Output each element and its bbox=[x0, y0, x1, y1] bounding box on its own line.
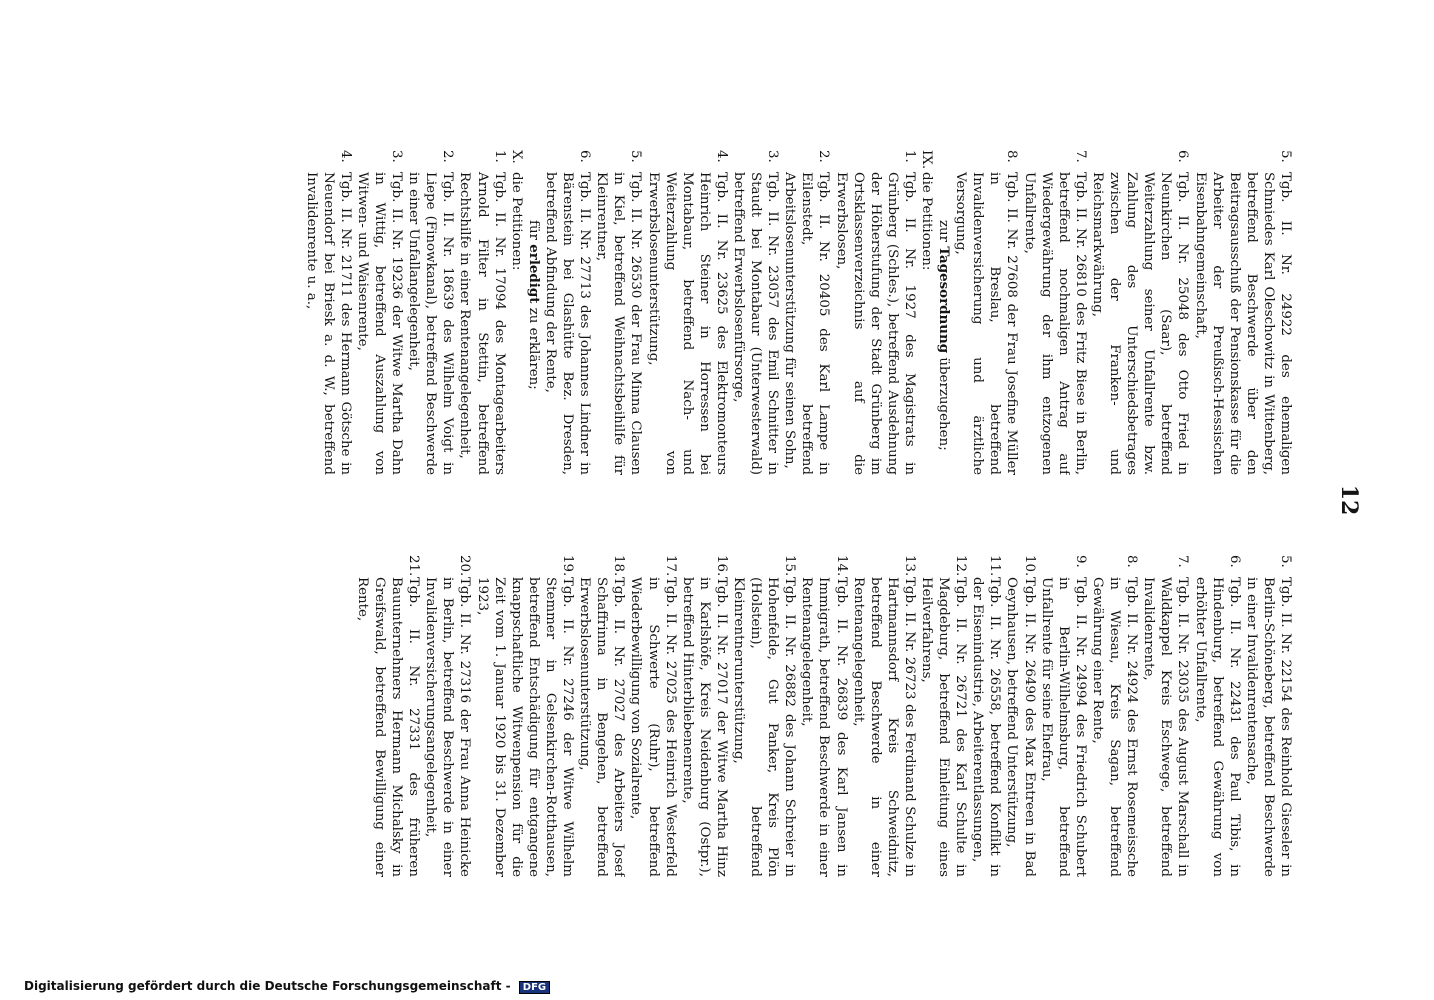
section-x bbox=[508, 150, 525, 475]
petition-entry bbox=[644, 150, 729, 475]
entry-text: Tgb. II. Nr. 27246 der Witwe Wilhelm Stemmer in Gelsenkirchen-Rotthausen, betreffend Entschädigung für entgangene knappschaftliche Witwenpension für die Zeit vom 1. Januar 1920 bis 31. Dezember 1923, bbox=[474, 577, 576, 877]
entry-number: 1. bbox=[901, 150, 917, 163]
petition-entry bbox=[542, 150, 593, 475]
right-column bbox=[34, 555, 1294, 877]
entry-number: 5. bbox=[628, 150, 644, 163]
entry-text: Tgb. II. Nr. 1927 des Magistrats in Grünberg (Schles.), betreffend Ausdehnung der Höherstufung der Stadt Grünberg im Ortsklassenverzeichnis auf die Erwerbslosen, bbox=[833, 172, 917, 475]
entry-text: Tgb. II. Nr. 27017 der Witwe Martha Hinz in Karlshöfe, Kreis Neidenburg (Ostpr.), betreffend Hinterbliebenenrente, bbox=[679, 577, 729, 877]
entry-text: Tgb. II. Nr. 20405 des Karl Lampe in Eilenstedt, betreffend Arbeitslosenunterstützung für seinen Sohn, bbox=[782, 172, 832, 475]
petition-entry bbox=[850, 555, 918, 877]
petition-entry bbox=[593, 150, 644, 475]
petition-entry bbox=[1191, 555, 1242, 877]
petition-entry bbox=[918, 555, 969, 877]
entry-text: Tgb. II. Nr. 23035 des August Marschall in Waldkappel Kreis Eschwege, betreffend Invalidenrente, bbox=[1141, 577, 1191, 877]
entry-text: Tgb. II. Nr. 19236 der Witwe Martha Dahn in Wittig, betreffend Auszahlung von Witwen- und Waisenrente, bbox=[354, 172, 405, 475]
section-heading: die Petitionen: bbox=[919, 172, 935, 271]
petition-entry bbox=[354, 555, 422, 877]
entry-number: 2. bbox=[440, 150, 456, 163]
entry-text: Tgb. II. Nr. 24924 des Ernst Rosemeissche in Wiesau, Kreis Sagan, betreffend Gewährung einer Rente, bbox=[1089, 577, 1140, 877]
petition-entry bbox=[969, 555, 1003, 877]
entry-text: Tgb. II. Nr. 25048 des Otto Fried in Neunkirchen (Saar), betreffend Weiterzahlung seiner Unfallrente bzw. Zahlung des Unterschiedsbetrages zwischen der Franken- und Reichsmarkwährung, bbox=[1089, 172, 1191, 475]
petition-entry bbox=[1003, 555, 1037, 877]
entry-text: Tgb. II. Nr. 27331 des früheren Bauunternehmers Hermann Michalsky in Greifswald, betreffend Bewilligung einer Rente, bbox=[354, 577, 422, 877]
dfg-logo: DFG bbox=[519, 981, 550, 994]
petition-entry bbox=[456, 150, 507, 475]
entry-number: 10. bbox=[1021, 555, 1037, 577]
section-number: X. bbox=[508, 150, 524, 164]
entry-text: Tgb. II. Nr. 27713 des Johannes Lindner in Bärenstein bei Glashütte Bez. Dresden, betreffend Abfindung der Rente, bbox=[542, 172, 593, 475]
entry-text: Tgb. II. Nr. 27025 des Heinrich Westerfeld in Schwerte (Ruhr), betreffend Wiederbewilligung von Sozialrente, bbox=[628, 577, 678, 877]
entry-text: Tgb. II. Nr. 26839 des Karl Jansen in Immigrath, betreffend Beschwerde in einer Rentenangelegenheit, bbox=[799, 577, 849, 877]
section-heading: die Petitionen: bbox=[508, 172, 524, 271]
entry-number: 15. bbox=[782, 555, 798, 577]
entry-number: 21. bbox=[406, 555, 422, 577]
entry-text: Tgb. II. Nr. 23057 des Emil Schnitter in Staudt bei Montabaur (Unterwesterwald) betreffend Erwerbslosenfürsorge, bbox=[731, 172, 781, 475]
entry-text: Tgb. II. Nr. 26723 des Ferdinand Schulze in Hartmannsdorf Kreis Schweidnitz, betreffend Beschwerde in einer Rentenangelegenheit, bbox=[850, 577, 917, 877]
petition-entry bbox=[576, 555, 627, 877]
instruction-post: zu erklären; bbox=[525, 307, 541, 390]
petition-entry bbox=[474, 555, 577, 877]
petition-entry bbox=[1191, 150, 1294, 475]
entry-text: Tgb. II. Nr. 18639 des Wilhelm Voigt in Liepe (Finowkanal), betreffend Beschwerde in einer Unfallangelegenheit, bbox=[406, 172, 456, 475]
section-number: IX. bbox=[919, 150, 935, 170]
entry-text: Tgb. II. Nr. 23625 des Elektromonteurs Heinrich Steiner in Horressen bei Montabaur, betreffend Nach- und Weiterzahlung von Erwerbslosenunterstützung, bbox=[645, 172, 729, 475]
petition-entry bbox=[679, 555, 730, 877]
petition-entry bbox=[952, 150, 1020, 475]
entry-number: 12. bbox=[953, 555, 969, 577]
entry-number: 8. bbox=[1124, 555, 1140, 568]
petition-entry bbox=[1089, 150, 1192, 475]
entry-number: 5. bbox=[1278, 150, 1293, 163]
entry-number: 7. bbox=[1072, 150, 1088, 163]
petition-entry bbox=[303, 150, 354, 475]
instruction-keyword: erledigt bbox=[525, 244, 542, 304]
entry-number: 20. bbox=[457, 555, 473, 577]
instruction-pre: zur bbox=[936, 220, 952, 243]
petition-entry bbox=[354, 150, 405, 475]
petition-entry bbox=[1140, 555, 1191, 877]
entry-number: 13. bbox=[901, 555, 917, 577]
petition-entry bbox=[832, 150, 917, 475]
entry-text: Tgb. II. Nr. 26721 des Karl Schulte in Magdeburg, betreffend Einleitung eines Heilverfahrens, bbox=[919, 577, 969, 877]
petition-entry bbox=[730, 150, 781, 475]
petition-entry bbox=[1021, 150, 1089, 475]
footer-text: Digitalisierung gefördert durch die Deutsche Forschungsgemeinschaft - bbox=[24, 979, 511, 993]
section-ix bbox=[918, 150, 935, 475]
digitization-footer bbox=[24, 979, 550, 994]
entry-number: 19. bbox=[560, 555, 576, 577]
entry-number: 4. bbox=[337, 150, 353, 163]
entry-number: 3. bbox=[765, 150, 781, 163]
petition-entry bbox=[1038, 555, 1089, 877]
entry-text: Tgb. II. Nr. 24922 des ehemaligen Schmiedes Karl Oleschowitz in Wittenberg, betreffend Beschwerde über den Beitragsausschuß der Pensionskasse für die Arbeiter der Preußisch-Hessischen Eisenbahngemeinschaft, bbox=[1192, 172, 1293, 475]
petition-entry bbox=[1243, 555, 1294, 877]
entry-number: 7. bbox=[1175, 555, 1191, 568]
entry-text: Tgb. II. Nr. 22431 des Paul Tibis, in Hindenburg, betreffend Gewährung von erhöhter Unfallrente, bbox=[1192, 577, 1242, 877]
entry-text: Tgb. II. Nr. 26558, betreffend Konflikt in der Eisenindustrie, Arbeiterentlassungen, bbox=[970, 577, 1003, 877]
petition-entry bbox=[627, 555, 678, 877]
entry-number: 5. bbox=[1278, 555, 1293, 568]
entry-number: 18. bbox=[611, 555, 627, 577]
entry-text: Tgb. II. Nr. 26810 des Fritz Biese in Berlin, betreffend nochmaligen Antrag auf Wiedergewährung der ihm entzogenen Unfallrente, bbox=[1021, 172, 1088, 475]
entry-number: 17. bbox=[662, 555, 678, 577]
entry-number: 3. bbox=[389, 150, 405, 163]
entry-number: 2. bbox=[816, 150, 832, 163]
entry-text: Tgb. II. Nr. 27608 der Frau Josefine Müller in Breslau, betreffend Invalidenversicherung und ärztliche Versorgung, bbox=[953, 172, 1020, 475]
instruction-pre: für bbox=[525, 220, 541, 240]
entry-number: 9. bbox=[1072, 555, 1088, 568]
entry-text: Tgb. II. Nr. 27027 des Arbeiters Josef Schaffrinna in Bengehen, betreffend Erwerbslosenunterstützung, bbox=[577, 577, 627, 877]
entry-number: 16. bbox=[713, 555, 729, 577]
entry-number: 4. bbox=[713, 150, 729, 163]
entry-text: Tgb. II. Nr. 27316 der Frau Anna Heinicke in Berlin, betreffend Beschwerde in einer Invalidenversicherungsangelegenheit, bbox=[423, 577, 473, 877]
entry-text: Tgb. II. Nr. 22154 des Reinhold Gieseler in Berlin-Schöneberg, betreffend Beschwerde in einer Invalidenrentensache, bbox=[1243, 577, 1293, 877]
entry-text: Tgb. II. Nr. 24994 des Friedrich Schubert in Berlin-Wilhelmsburg, betreffend Unfallrente für seine Ehefrau, bbox=[1038, 577, 1088, 877]
petition-entry bbox=[405, 150, 456, 475]
entry-number: 8. bbox=[1004, 150, 1020, 163]
resolution-erledigt bbox=[525, 150, 542, 475]
petition-entry bbox=[422, 555, 473, 877]
entry-number: 6. bbox=[1226, 555, 1242, 568]
entry-number: 6. bbox=[1175, 150, 1191, 163]
entry-text: Tgb. II. Nr. 26490 des Max Entreen in Bad Oeynhausen, betreffend Unterstützung, bbox=[1004, 577, 1037, 877]
entry-text: Tgb. II. Nr. 26530 der Frau Minna Clausen in Kiel, betreffend Weihnachtsbeihilfe für Kleinrentner, bbox=[594, 172, 644, 475]
entry-text: Tgb. II. Nr. 21711 des Hermann Götsche in Neuendorf bei Briesk a. d. W., betreffend Invalidenrente u. a., bbox=[303, 172, 353, 475]
instruction-post: überzugehen; bbox=[936, 357, 952, 451]
entry-number: 14. bbox=[833, 555, 849, 577]
instruction-keyword: Tagesordnung bbox=[936, 246, 953, 354]
entry-number: 1. bbox=[491, 150, 507, 163]
petition-entry bbox=[798, 555, 849, 877]
resolution-tagesordnung bbox=[935, 150, 952, 475]
petition-entry bbox=[730, 555, 798, 877]
page-number: 12 bbox=[1336, 484, 1362, 516]
entry-text: Tgb. II. Nr. 17094 des Montagearbeiters Arnold Filter in Stettin, betreffend Rechtshilfe in einer Rentenangelegenheit, bbox=[457, 172, 507, 475]
petition-entry bbox=[781, 150, 832, 475]
left-column bbox=[34, 150, 1294, 475]
entry-text: Tgb. II. Nr. 26882 des Johann Schreier in Hohenfelde, Gut Panker, Kreis Plön (Holstein), betreffend Kleinrentnerunterstützung, bbox=[731, 577, 798, 877]
petition-entry bbox=[1089, 555, 1140, 877]
entry-number: 6. bbox=[577, 150, 593, 163]
entry-number: 11. bbox=[987, 555, 1003, 577]
